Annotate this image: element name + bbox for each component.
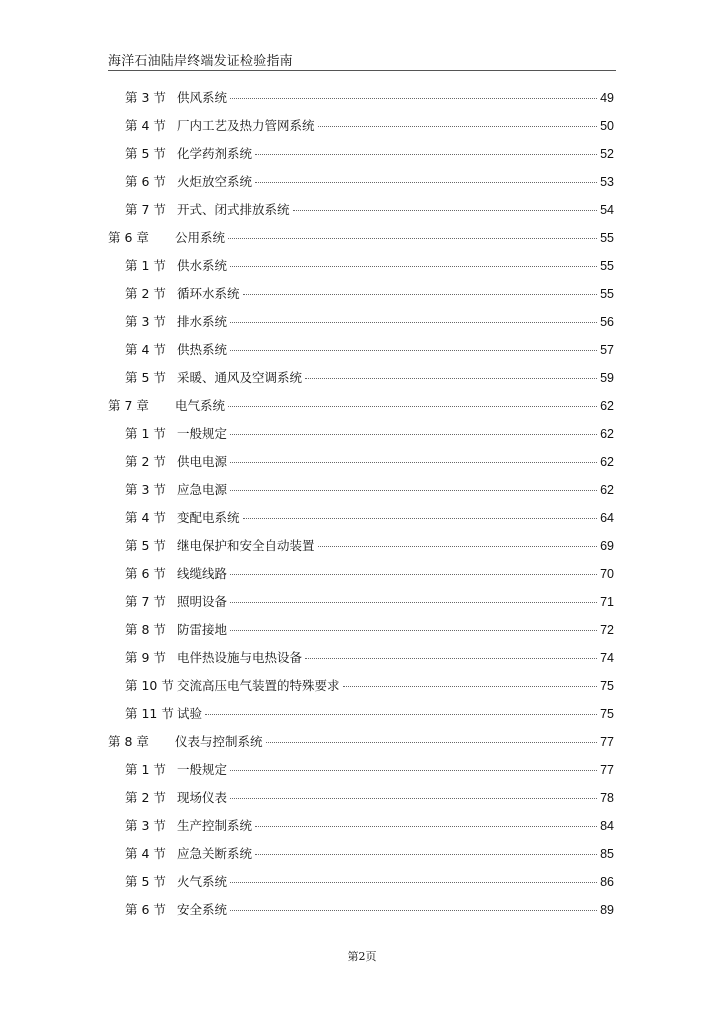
toc-dot-leader [230, 322, 597, 323]
toc-entry-number: 第 5 节 [125, 370, 166, 385]
toc-entry-title: 化学药剂系统 [177, 146, 253, 161]
document-header-title: 海洋石油陆岸终端发证检验指南 [108, 54, 293, 69]
toc-dot-leader [230, 882, 597, 883]
toc-dot-leader [205, 714, 597, 715]
toc-section-entry[interactable] [125, 816, 614, 836]
toc-entry-page-number: 78 [600, 791, 614, 805]
toc-dot-leader [318, 546, 598, 547]
toc-entry-number: 第 8 章 [108, 734, 149, 749]
toc-entry-number: 第 7 章 [108, 398, 149, 413]
toc-entry-page-number: 49 [600, 91, 614, 105]
toc-section-entry[interactable] [125, 648, 614, 668]
toc-section-entry[interactable] [125, 452, 614, 472]
toc-entry-number: 第 4 节 [125, 342, 166, 357]
toc-dot-leader [230, 798, 597, 799]
toc-entry-title: 防雷接地 [177, 622, 228, 637]
toc-entry-title: 供电电源 [177, 454, 228, 469]
toc-section-entry[interactable] [125, 788, 614, 808]
toc-entry-page-number: 74 [600, 651, 614, 665]
toc-entry-page-number: 77 [600, 735, 614, 749]
toc-entry-number: 第 5 节 [125, 146, 166, 161]
toc-dot-leader [230, 462, 597, 463]
toc-entry-title: 应急电源 [177, 482, 228, 497]
toc-entry-title: 开式、闭式排放系统 [177, 202, 290, 217]
toc-entry-page-number: 75 [600, 707, 614, 721]
toc-entry-title: 生产控制系统 [177, 818, 253, 833]
toc-dot-leader [318, 126, 598, 127]
header-divider [108, 70, 616, 71]
toc-entry-title: 交流高压电气装置的特殊要求 [177, 678, 340, 693]
toc-entry-page-number: 55 [600, 259, 614, 273]
toc-section-entry[interactable] [125, 620, 614, 640]
toc-entry-page-number: 64 [600, 511, 614, 525]
toc-section-entry[interactable] [125, 480, 614, 500]
toc-section-entry[interactable] [125, 676, 614, 696]
toc-entry-page-number: 84 [600, 819, 614, 833]
toc-entry-number: 第 3 节 [125, 90, 166, 105]
toc-entry-page-number: 70 [600, 567, 614, 581]
toc-dot-leader [230, 630, 597, 631]
toc-entry-number: 第 6 节 [125, 174, 166, 189]
toc-entry-number: 第 1 节 [125, 258, 166, 273]
toc-section-entry[interactable] [125, 144, 614, 164]
toc-entry-number: 第 4 节 [125, 118, 166, 133]
toc-entry-page-number: 57 [600, 343, 614, 357]
toc-entry-number: 第 6 节 [125, 566, 166, 581]
toc-chapter-entry[interactable] [108, 228, 614, 248]
toc-entry-number: 第 5 节 [125, 874, 166, 889]
toc-entry-title: 采暖、通风及空调系统 [177, 370, 303, 385]
toc-dot-leader [230, 602, 597, 603]
toc-entry-number: 第 6 章 [108, 230, 149, 245]
toc-entry-page-number: 69 [600, 539, 614, 553]
toc-entry-page-number: 56 [600, 315, 614, 329]
toc-chapter-entry[interactable] [108, 396, 614, 416]
toc-entry-title: 火炬放空系统 [177, 174, 253, 189]
toc-entry-title: 仪表与控制系统 [175, 734, 263, 749]
toc-section-entry[interactable] [125, 592, 614, 612]
toc-entry-number: 第 4 节 [125, 510, 166, 525]
toc-entry-page-number: 89 [600, 903, 614, 917]
toc-section-entry[interactable] [125, 116, 614, 136]
toc-entry-title: 线缆线路 [177, 566, 228, 581]
toc-entry-number: 第 7 节 [125, 594, 166, 609]
toc-dot-leader [230, 434, 597, 435]
toc-entry-page-number: 50 [600, 119, 614, 133]
toc-section-entry[interactable] [125, 900, 614, 920]
toc-entry-page-number: 85 [600, 847, 614, 861]
toc-dot-leader [230, 266, 597, 267]
toc-section-entry[interactable] [125, 200, 614, 220]
toc-section-entry[interactable] [125, 368, 614, 388]
toc-entry-page-number: 54 [600, 203, 614, 217]
toc-section-entry[interactable] [125, 284, 614, 304]
toc-entry-title: 照明设备 [177, 594, 228, 609]
toc-entry-page-number: 62 [600, 455, 614, 469]
toc-section-entry[interactable] [125, 312, 614, 332]
toc-section-entry[interactable] [125, 844, 614, 864]
toc-entry-title: 安全系统 [177, 902, 228, 917]
toc-entry-page-number: 53 [600, 175, 614, 189]
toc-dot-leader [255, 854, 597, 855]
toc-entry-number: 第 3 节 [125, 314, 166, 329]
toc-entry-title: 应急关断系统 [177, 846, 253, 861]
toc-entry-title: 电伴热设施与电热设备 [177, 650, 303, 665]
toc-section-entry[interactable] [125, 872, 614, 892]
toc-chapter-entry[interactable] [108, 732, 614, 752]
toc-entry-title: 排水系统 [177, 314, 228, 329]
toc-entry-number: 第 4 节 [125, 846, 166, 861]
toc-entry-page-number: 71 [600, 595, 614, 609]
toc-entry-title: 变配电系统 [177, 510, 240, 525]
toc-dot-leader [230, 770, 597, 771]
toc-dot-leader [305, 378, 597, 379]
toc-entry-title: 现场仪表 [177, 790, 228, 805]
toc-entry-title: 一般规定 [177, 762, 228, 777]
toc-entry-title: 供水系统 [177, 258, 228, 273]
toc-section-entry[interactable] [125, 256, 614, 276]
toc-entry-number: 第 9 节 [125, 650, 166, 665]
toc-entry-title: 试验 [177, 706, 203, 721]
toc-section-entry[interactable] [125, 704, 614, 724]
toc-entry-number: 第 3 节 [125, 818, 166, 833]
toc-entry-number: 第 7 节 [125, 202, 166, 217]
toc-entry-title: 火气系统 [177, 874, 228, 889]
toc-entry-number: 第 6 节 [125, 902, 166, 917]
toc-entry-page-number: 62 [600, 483, 614, 497]
toc-entry-title: 供热系统 [177, 342, 228, 357]
toc-entry-title: 供风系统 [177, 90, 228, 105]
toc-dot-leader [243, 518, 598, 519]
toc-entry-page-number: 62 [600, 427, 614, 441]
toc-entry-title: 继电保护和安全自动装置 [177, 538, 315, 553]
toc-dot-leader [228, 406, 597, 407]
toc-section-entry[interactable] [125, 172, 614, 192]
toc-entry-title: 循环水系统 [177, 286, 240, 301]
toc-entry-number: 第 2 节 [125, 790, 166, 805]
toc-entry-page-number: 52 [600, 147, 614, 161]
toc-dot-leader [230, 490, 597, 491]
toc-entry-page-number: 55 [600, 287, 614, 301]
toc-entry-number: 第 2 节 [125, 286, 166, 301]
toc-dot-leader [266, 742, 598, 743]
toc-entry-number: 第 3 节 [125, 482, 166, 497]
toc-entry-page-number: 55 [600, 231, 614, 245]
toc-dot-leader [230, 574, 597, 575]
toc-entry-number: 第 2 节 [125, 454, 166, 469]
toc-entry-number: 第 11 节 [125, 706, 174, 721]
toc-entry-title: 厂内工艺及热力管网系统 [177, 118, 315, 133]
toc-section-entry[interactable] [125, 564, 614, 584]
toc-entry-title: 一般规定 [177, 426, 228, 441]
toc-dot-leader [343, 686, 598, 687]
toc-dot-leader [230, 98, 597, 99]
toc-entry-page-number: 86 [600, 875, 614, 889]
toc-section-entry[interactable] [125, 536, 614, 556]
toc-section-entry[interactable] [125, 424, 614, 444]
toc-dot-leader [228, 238, 597, 239]
toc-dot-leader [230, 350, 597, 351]
toc-entry-page-number: 77 [600, 763, 614, 777]
toc-dot-leader [255, 182, 597, 183]
toc-entry-page-number: 75 [600, 679, 614, 693]
toc-dot-leader [243, 294, 598, 295]
toc-dot-leader [305, 658, 597, 659]
toc-dot-leader [255, 826, 597, 827]
toc-entry-number: 第 8 节 [125, 622, 166, 637]
toc-entry-number: 第 5 节 [125, 538, 166, 553]
toc-dot-leader [230, 910, 597, 911]
toc-entry-title: 公用系统 [175, 230, 226, 245]
toc-entry-page-number: 62 [600, 399, 614, 413]
toc-entry-page-number: 72 [600, 623, 614, 637]
toc-section-entry[interactable] [125, 88, 614, 108]
toc-entry-number: 第 1 节 [125, 426, 166, 441]
toc-entry-title: 电气系统 [175, 398, 226, 413]
toc-entry-number: 第 1 节 [125, 762, 166, 777]
toc-entry-number: 第 10 节 [125, 678, 174, 693]
page-number-footer: 第2页 [347, 950, 377, 963]
toc-entry-page-number: 59 [600, 371, 614, 385]
toc-section-entry[interactable] [125, 340, 614, 360]
toc-section-entry[interactable] [125, 760, 614, 780]
toc-dot-leader [255, 154, 597, 155]
toc-dot-leader [293, 210, 598, 211]
toc-section-entry[interactable] [125, 508, 614, 528]
